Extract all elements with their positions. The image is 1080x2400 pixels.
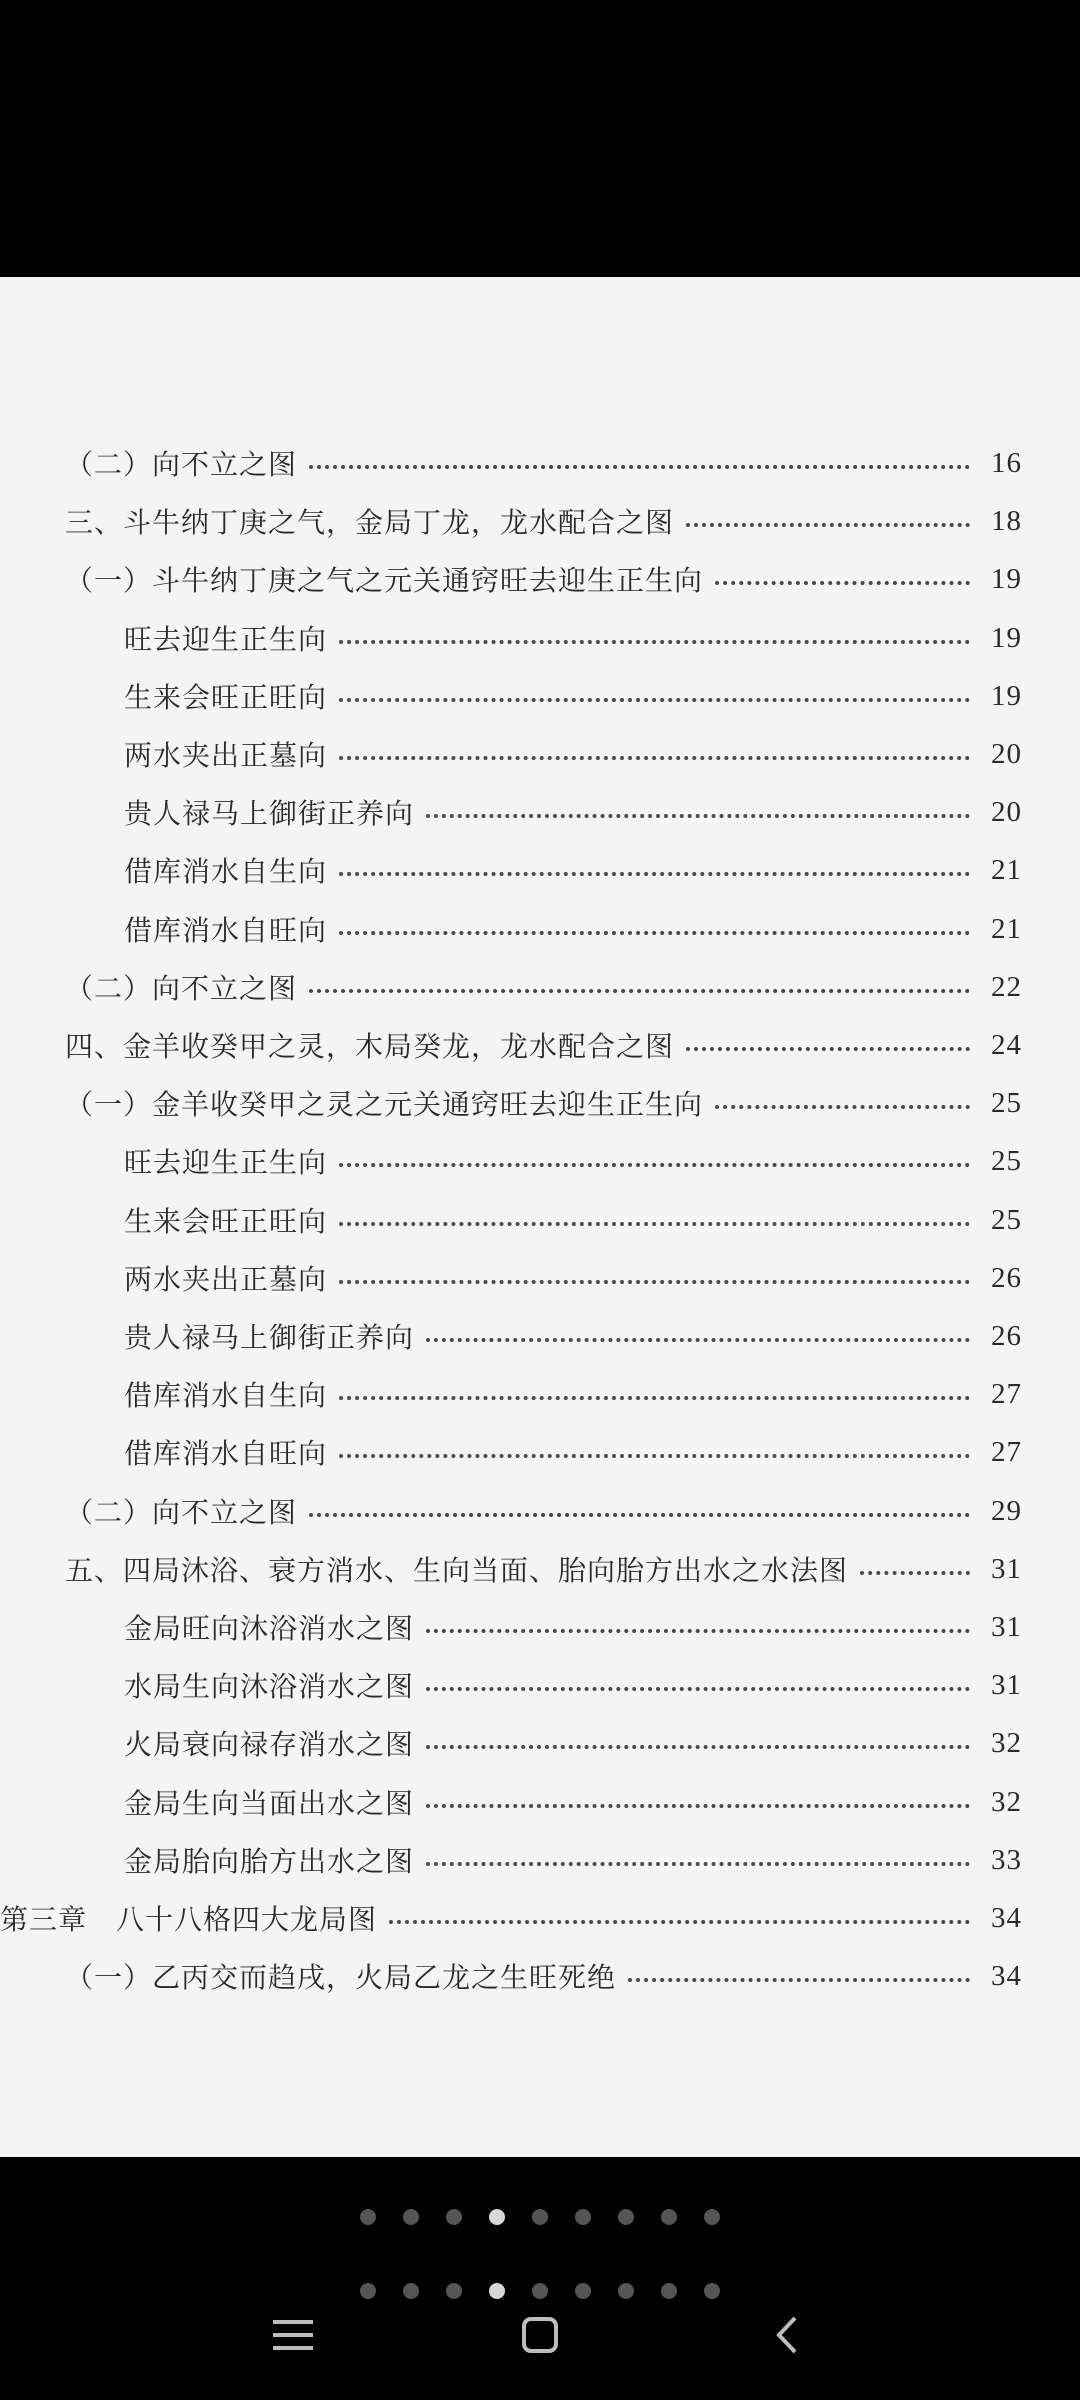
toc-page-number: 20 (991, 795, 1022, 828)
toc-entry (124, 1777, 1022, 1827)
toc-page-number: 29 (991, 1494, 1022, 1527)
toc-entry-title: （二）向不立之图 (65, 972, 298, 1005)
toc-dot-leader (686, 523, 970, 527)
toc-dot-leader (309, 1513, 970, 1517)
page-dot[interactable] (360, 2283, 376, 2299)
toc-entry-title: 旺去迎生正生向 (124, 623, 328, 656)
toc-dot-leader (339, 756, 970, 760)
page-dot[interactable] (446, 2209, 462, 2225)
toc-entry-title: 生来会旺正旺向 (124, 1205, 328, 1238)
toc-entry (124, 1660, 1022, 1710)
toc-page-number: 27 (991, 1377, 1022, 1410)
toc-page-number: 22 (991, 970, 1022, 1003)
toc-entry (65, 1078, 1022, 1128)
toc-entry-title: （二）向不立之图 (65, 1496, 298, 1529)
page-dot[interactable] (403, 2283, 419, 2299)
toc-entry (65, 496, 1022, 546)
page-dot[interactable] (360, 2209, 376, 2225)
toc-dot-leader (339, 1280, 970, 1284)
toc-entry-title: 借库消水自旺向 (124, 1437, 328, 1470)
toc-entry (124, 1253, 1022, 1303)
toc-entry (124, 671, 1022, 721)
toc-page-number: 26 (991, 1261, 1022, 1294)
page-indicator-bottom[interactable] (0, 2283, 1080, 2299)
toc-dot-leader (339, 640, 970, 644)
toc-dot-leader (860, 1571, 970, 1575)
back-button[interactable] (748, 2300, 828, 2370)
toc-entry-title: （一）乙丙交而趋戌，火局乙龙之生旺死绝 (65, 1961, 617, 1994)
page-dot[interactable] (532, 2283, 548, 2299)
toc-dot-leader (339, 872, 970, 876)
back-icon (775, 2315, 801, 2355)
toc-entry-title: 水局生向沐浴消水之图 (124, 1670, 415, 1703)
toc-entry-title: 借库消水自生向 (124, 855, 328, 888)
toc-entry (124, 1369, 1022, 1419)
page-dot[interactable] (575, 2283, 591, 2299)
toc-entry (124, 1718, 1022, 1768)
page-dot[interactable] (704, 2283, 720, 2299)
toc-entry-title: 生来会旺正旺向 (124, 681, 328, 714)
toc-entry (124, 613, 1022, 663)
toc-page-number: 19 (991, 679, 1022, 712)
toc-entry-title: 火局衰向禄存消水之图 (124, 1728, 415, 1761)
toc-page-number: 27 (991, 1435, 1022, 1468)
toc-entry-title: 贵人禄马上御街正养向 (124, 1321, 415, 1354)
page-dot[interactable] (532, 2209, 548, 2225)
toc-entry-title: 两水夹出正墓向 (124, 1263, 328, 1296)
toc-page-number: 31 (991, 1552, 1022, 1585)
toc-dot-leader (426, 1862, 970, 1866)
toc-entry (65, 962, 1022, 1012)
toc-page-number: 21 (991, 912, 1022, 945)
toc-page-number: 18 (991, 504, 1022, 537)
toc-page-number: 24 (991, 1028, 1022, 1061)
toc-page-number: 34 (991, 1901, 1022, 1934)
toc-page-number: 21 (991, 853, 1022, 886)
toc-entry (65, 1544, 1022, 1594)
toc-entry (0, 1893, 1022, 1943)
toc-page-number: 32 (991, 1785, 1022, 1818)
toc-entry (65, 554, 1022, 604)
toc-dot-leader (426, 1687, 970, 1691)
toc-entry (124, 845, 1022, 895)
document-page[interactable] (0, 277, 1080, 2157)
toc-entry-title: 金局胎向胎方出水之图 (124, 1845, 415, 1878)
page-dot[interactable] (661, 2209, 677, 2225)
toc-dot-leader (389, 1920, 970, 1924)
toc-dot-leader (339, 1222, 970, 1226)
toc-entry (65, 1020, 1022, 1070)
page-dot[interactable] (704, 2209, 720, 2225)
home-icon (521, 2316, 559, 2354)
toc-entry-title: 五、四局沐浴、衰方消水、生向当面、胎向胎方出水之水法图 (65, 1554, 849, 1587)
page-dot[interactable] (618, 2283, 634, 2299)
page-dot[interactable] (575, 2209, 591, 2225)
toc-dot-leader (426, 1629, 970, 1633)
toc-dot-leader (339, 1163, 970, 1167)
toc-page-number: 19 (991, 562, 1022, 595)
toc-page-number: 32 (991, 1726, 1022, 1759)
toc-entry-title: 旺去迎生正生向 (124, 1146, 328, 1179)
toc-dot-leader (715, 581, 970, 585)
navigation-bar (0, 2300, 1080, 2370)
toc-entry (124, 1136, 1022, 1186)
toc-page-number: 31 (991, 1668, 1022, 1701)
toc-entry (124, 1602, 1022, 1652)
toc-entry (65, 1951, 1022, 2001)
toc-dot-leader (686, 1047, 970, 1051)
toc-entry-title: （一）斗牛纳丁庚之气之元关通窍旺去迎生正生向 (65, 564, 704, 597)
page-dot[interactable] (661, 2283, 677, 2299)
page-dot-active[interactable] (489, 2283, 505, 2299)
status-area-black (0, 0, 1080, 277)
toc-dot-leader (426, 814, 970, 818)
menu-button[interactable] (253, 2300, 333, 2370)
toc-page-number: 20 (991, 737, 1022, 770)
toc-page-number: 25 (991, 1086, 1022, 1119)
toc-entry (124, 729, 1022, 779)
toc-page-number: 31 (991, 1610, 1022, 1643)
toc-entry-title: （一）金羊收癸甲之灵之元关通窍旺去迎生正生向 (65, 1088, 704, 1121)
page-dot[interactable] (403, 2209, 419, 2225)
toc-entry-title: 四、金羊收癸甲之灵，木局癸龙，龙水配合之图 (65, 1030, 675, 1063)
toc-dot-leader (715, 1105, 970, 1109)
toc-page-number: 16 (991, 446, 1022, 479)
page-dot[interactable] (618, 2209, 634, 2225)
toc-entry (124, 904, 1022, 954)
toc-entry-title: 三、斗牛纳丁庚之气，金局丁龙，龙水配合之图 (65, 506, 675, 539)
toc-entry-title: 贵人禄马上御街正养向 (124, 797, 415, 830)
toc-page-number: 25 (991, 1203, 1022, 1236)
toc-dot-leader (426, 1804, 970, 1808)
toc-entry (65, 438, 1022, 488)
menu-icon (273, 2318, 313, 2352)
page-dot-active[interactable] (489, 2209, 505, 2225)
toc-dot-leader (339, 698, 970, 702)
toc-page-number: 25 (991, 1144, 1022, 1177)
toc-entry (124, 1195, 1022, 1245)
toc-entry-title: 第三章 八十八格四大龙局图 (0, 1903, 378, 1936)
toc-entry-title: 金局生向当面出水之图 (124, 1787, 415, 1820)
toc-entry (124, 1427, 1022, 1477)
toc-dot-leader (426, 1745, 970, 1749)
page-dot[interactable] (446, 2283, 462, 2299)
home-button[interactable] (500, 2300, 580, 2370)
toc-dot-leader (628, 1978, 970, 1982)
toc-entry-title: 借库消水自旺向 (124, 914, 328, 947)
toc-dot-leader (339, 1454, 970, 1458)
toc-entry-title: 金局旺向沐浴消水之图 (124, 1612, 415, 1645)
toc-entry (65, 1486, 1022, 1536)
toc-dot-leader (426, 1338, 970, 1342)
toc-page-number: 19 (991, 621, 1022, 654)
toc-page-number: 34 (991, 1959, 1022, 1992)
page-indicator-top[interactable] (0, 2209, 1080, 2225)
toc-dot-leader (339, 931, 970, 935)
toc-dot-leader (309, 989, 970, 993)
toc-entry-title: （二）向不立之图 (65, 448, 298, 481)
toc-entry (124, 1311, 1022, 1361)
toc-entry (124, 787, 1022, 837)
toc-entry-title: 借库消水自生向 (124, 1379, 328, 1412)
toc-dot-leader (309, 465, 970, 469)
toc-page-number: 33 (991, 1843, 1022, 1876)
toc-dot-leader (339, 1396, 970, 1400)
toc-entry-title: 两水夹出正墓向 (124, 739, 328, 772)
toc-page-number: 26 (991, 1319, 1022, 1352)
toc-entry (124, 1835, 1022, 1885)
